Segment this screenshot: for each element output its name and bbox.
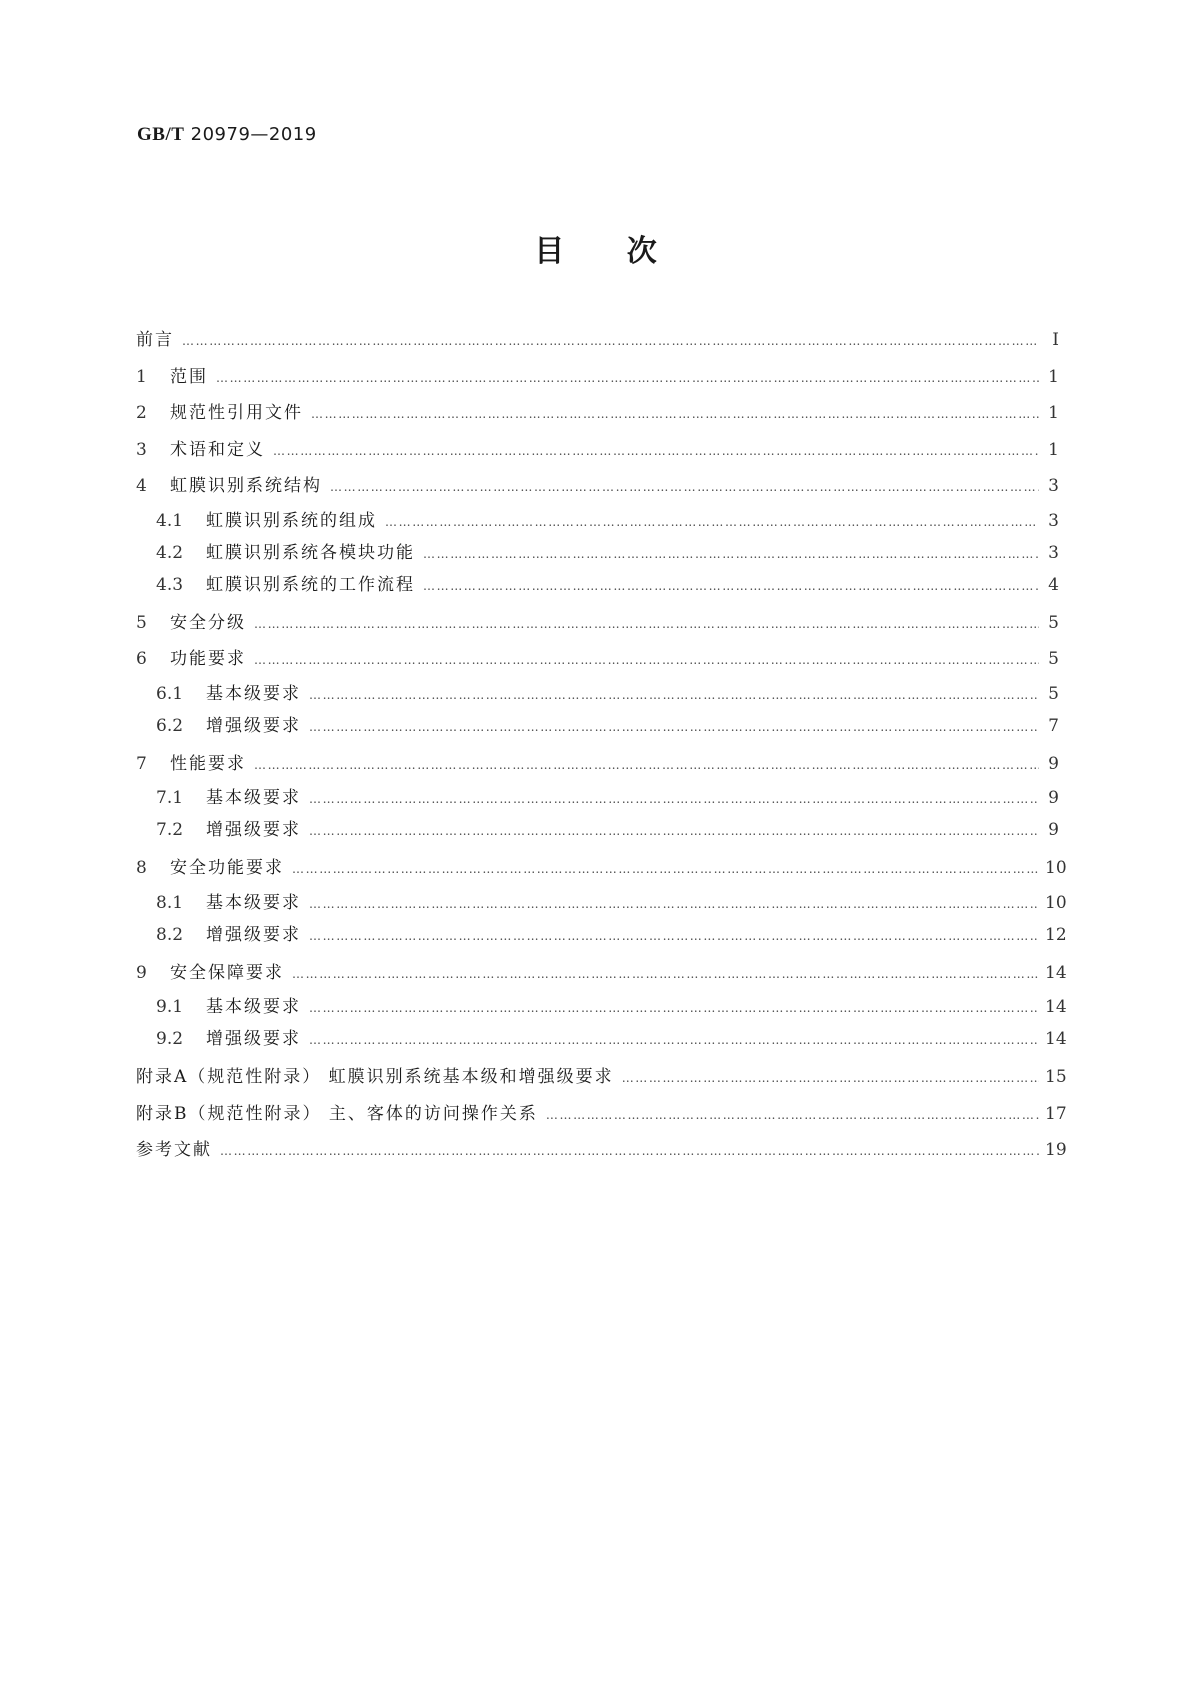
toc-entry-number: 6 [136,649,147,669]
toc-entry-page: 3 [1048,542,1059,563]
toc-entry-number: 4.1 [156,510,184,531]
toc-entry-title: 增强级要求 [206,820,301,840]
toc-entry-number: 1 [136,366,147,387]
toc-entry-number: 5 [136,612,147,633]
toc-entry-page: 9 [1048,820,1059,840]
dot-leader [182,323,1039,360]
dot-leader [273,433,1039,470]
toc-entry-page: 9 [1048,788,1059,808]
dot-leader [330,469,1039,506]
dot-leader [309,679,1039,711]
toc-entry-title: 安全分级 [170,612,246,633]
toc-entry[interactable] [136,1132,1067,1169]
toc-entry-title: 安全功能要求 [170,858,284,878]
toc-entry-page: 17 [1045,1103,1067,1124]
dot-leader [292,851,1039,888]
toc-entry-number: 7.1 [156,788,184,808]
toc-entry[interactable] [136,359,1059,396]
dot-leader [309,888,1039,920]
toc-entry-number: 8.2 [156,924,184,945]
standard-number [137,124,317,146]
toc-entry[interactable] [136,678,1059,710]
toc-entry-number: 6.2 [156,715,184,736]
dot-leader [423,570,1039,602]
table-of-contents [136,322,1067,1169]
toc-entry-title: 虹膜识别系统的组成 [206,510,377,531]
toc-entry-page: 5 [1048,683,1059,704]
toc-entry-page: 1 [1048,439,1059,460]
toc-entry[interactable] [136,432,1059,469]
toc-entry-page: 3 [1048,510,1059,531]
dot-leader [309,783,1039,815]
toc-entry[interactable] [136,782,1059,814]
toc-entry[interactable] [136,1096,1067,1133]
dot-leader [311,396,1039,433]
toc-entry-page: Ⅰ [1052,330,1059,350]
toc-entry-page: 5 [1048,649,1059,669]
toc-entry[interactable] [136,991,1067,1023]
toc-entry-page: 1 [1048,366,1059,387]
toc-entry-number: 9.2 [156,1029,184,1049]
toc-entry[interactable] [136,605,1059,642]
dot-leader [309,992,1039,1024]
dot-leader [220,1133,1039,1170]
toc-entry[interactable] [136,569,1059,601]
toc-entry-title: 范围 [170,366,208,387]
toc-entry-page: 14 [1045,997,1067,1017]
dot-leader [309,815,1039,847]
dot-leader [216,360,1039,397]
dot-leader [622,1060,1039,1097]
toc-entry-number: 7 [136,753,147,774]
toc-entry-page: 9 [1048,753,1059,774]
toc-entry-page: 3 [1048,476,1059,496]
toc-entry-title: 增强级要求 [206,924,301,945]
toc-entry-title: 虹膜识别系统结构 [170,476,322,496]
toc-entry-page: 1 [1048,403,1059,423]
toc-entry-page: 4 [1048,574,1059,595]
toc-entry-number: 4.2 [156,542,184,563]
toc-entry[interactable] [136,955,1067,992]
toc-entry-number: 3 [136,439,147,460]
toc-entry-number: 8 [136,858,147,878]
toc-entry-number: 9.1 [156,997,184,1017]
toc-entry-title: 性能要求 [170,753,246,774]
toc-entry-title: 参考文献 [136,1140,212,1160]
toc-entry-title: 安全保障要求 [170,962,284,983]
toc-entry-title: 基本级要求 [206,997,301,1017]
page-title: 目 次 [534,234,657,269]
dot-leader [254,642,1039,679]
toc-entry-number: 6.1 [156,683,184,704]
toc-entry-title: 附录B（规范性附录） 主、客体的访问操作关系 [136,1103,538,1124]
toc-entry-title: 附录A（规范性附录） 虹膜识别系统基本级和增强级要求 [136,1067,614,1087]
toc-entry[interactable] [136,887,1067,919]
toc-entry-page: 12 [1045,924,1067,945]
dot-leader [385,506,1039,538]
toc-entry[interactable] [136,746,1059,783]
toc-entry-number: 2 [136,403,147,423]
toc-entry-title: 虹膜识别系统的工作流程 [206,574,415,595]
toc-entry[interactable] [136,395,1059,432]
toc-entry-number: 4.3 [156,574,184,595]
dot-leader [423,538,1039,570]
toc-entry[interactable] [136,850,1067,887]
toc-entry-title: 规范性引用文件 [170,403,303,423]
toc-entry-page: 10 [1045,858,1067,878]
toc-entry-page: 5 [1048,612,1059,633]
dot-leader [292,956,1039,993]
toc-entry-title: 增强级要求 [206,715,301,736]
toc-entry[interactable] [136,814,1059,846]
dot-leader [254,747,1039,784]
dot-leader [546,1097,1039,1134]
dot-leader [309,711,1039,743]
toc-entry[interactable] [136,1023,1067,1055]
toc-entry-title: 基本级要求 [206,788,301,808]
dot-leader [309,1024,1039,1056]
toc-entry-title: 增强级要求 [206,1029,301,1049]
toc-entry[interactable] [136,468,1059,505]
toc-entry-title: 基本级要求 [206,683,301,704]
toc-entry[interactable] [136,919,1067,951]
toc-entry-number: 4 [136,476,147,496]
toc-entry-page: 14 [1045,1029,1067,1049]
toc-entry-title: 虹膜识别系统各模块功能 [206,542,415,563]
toc-entry[interactable] [136,641,1059,678]
toc-entry-title: 基本级要求 [206,892,301,913]
toc-entry-number: 7.2 [156,820,184,840]
dot-leader [309,920,1039,952]
standard-prefix: GB/T [137,124,185,145]
toc-entry-number: 9 [136,962,147,983]
toc-entry-page: 7 [1048,715,1059,736]
toc-entry[interactable] [136,322,1059,359]
toc-entry[interactable] [136,505,1059,537]
toc-entry-number: 8.1 [156,892,184,913]
toc-entry[interactable] [136,537,1059,569]
toc-entry-title: 功能要求 [170,649,246,669]
toc-entry-page: 14 [1045,962,1067,983]
dot-leader [254,606,1039,643]
standard-code: 20979—2019 [190,124,317,145]
toc-entry-page: 15 [1045,1067,1067,1087]
toc-entry-page: 19 [1045,1140,1067,1160]
toc-entry-title: 术语和定义 [170,439,265,460]
toc-entry[interactable] [136,1059,1067,1096]
toc-entry[interactable] [136,710,1059,742]
toc-entry-page: 10 [1045,892,1067,913]
toc-entry-title: 前言 [136,330,174,350]
